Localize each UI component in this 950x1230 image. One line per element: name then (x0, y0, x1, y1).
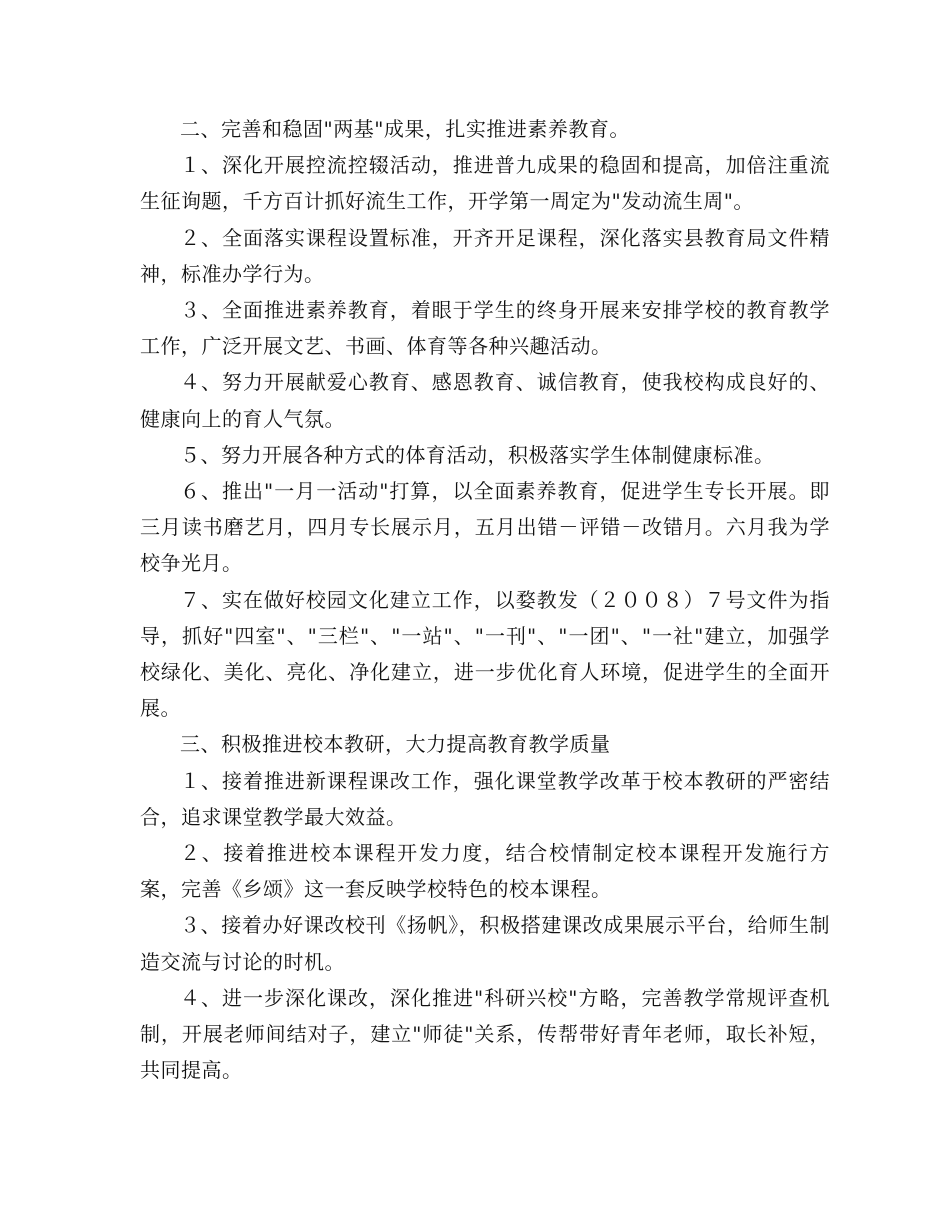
paragraph-item-4: ４、努力开展献爱心教育、感恩教育、诚信教育，使我校构成良好的、健康向上的育人气氛。 (140, 370, 830, 431)
paragraph-item-3: ３、全面推进素养教育，着眼于学生的终身开展来安排学校的教育教学工作，广泛开展文艺、书画、体育等各种兴趣活动。 (140, 298, 830, 359)
paragraph-item-2: ２、接着推进校本课程开发力度，结合校情制定校本课程开发施行方案，完善《乡颂》这一套反映学校特色的校本课程。 (140, 841, 830, 902)
paragraph-item-3: ３、接着办好课改校刊《扬帆》，积极搭建课改成果展示平台，给师生制造交流与讨论的时机。 (140, 913, 830, 974)
section-heading-two: 二、完善和稳固"两基"成果，扎实推进素养教育。 (180, 117, 630, 141)
section-heading-three: 三、积极推进校本教研，大力提高教育教学质量 (180, 732, 611, 757)
paragraph-item-7: ７、实在做好校园文化建立工作，以婺教发（２００８）７号文件为指导，抓好"四室"、"三栏"、"一站"、"一刊"、"一团"、"一社"建立，加强学校绿化、美化、亮化、净化建立，进一步优化育人环境，促进学生的全面开展。 (140, 587, 830, 721)
paragraph-item-6: ６、推出"一月一活动"打算，以全面素养教育，促进学生专长开展。即三月读书磨艺月，四月专长展示月，五月出错－评错－改错月。六月我为学校争光月。 (140, 479, 830, 576)
paragraph-item-1: １、深化开展控流控辍活动，推进普九成果的稳固和提高，加倍注重流生征询题，千方百计抓好流生工作，开学第一周定为"发动流生周"。 (140, 153, 830, 214)
paragraph-item-5: ５、努力开展各种方式的体育活动，积极落实学生体制健康标准。 (180, 442, 775, 467)
paragraph-item-4: ４、进一步深化课改，深化推进"科研兴校"方略，完善教学常规评查机制，开展老师间结对子，建立"师徒"关系，传帮带好青年老师，取长补短，共同提高。 (140, 985, 830, 1083)
paragraph-item-1: １、接着推进新课程课改工作，强化课堂教学改革于校本教研的严密结合，追求课堂教学最大效益。 (140, 768, 830, 829)
paragraph-item-2: ２、全面落实课程设置标准，开齐开足课程，深化落实县教育局文件精神，标准办学行为。 (140, 225, 830, 286)
document-body (140, 111, 830, 1088)
